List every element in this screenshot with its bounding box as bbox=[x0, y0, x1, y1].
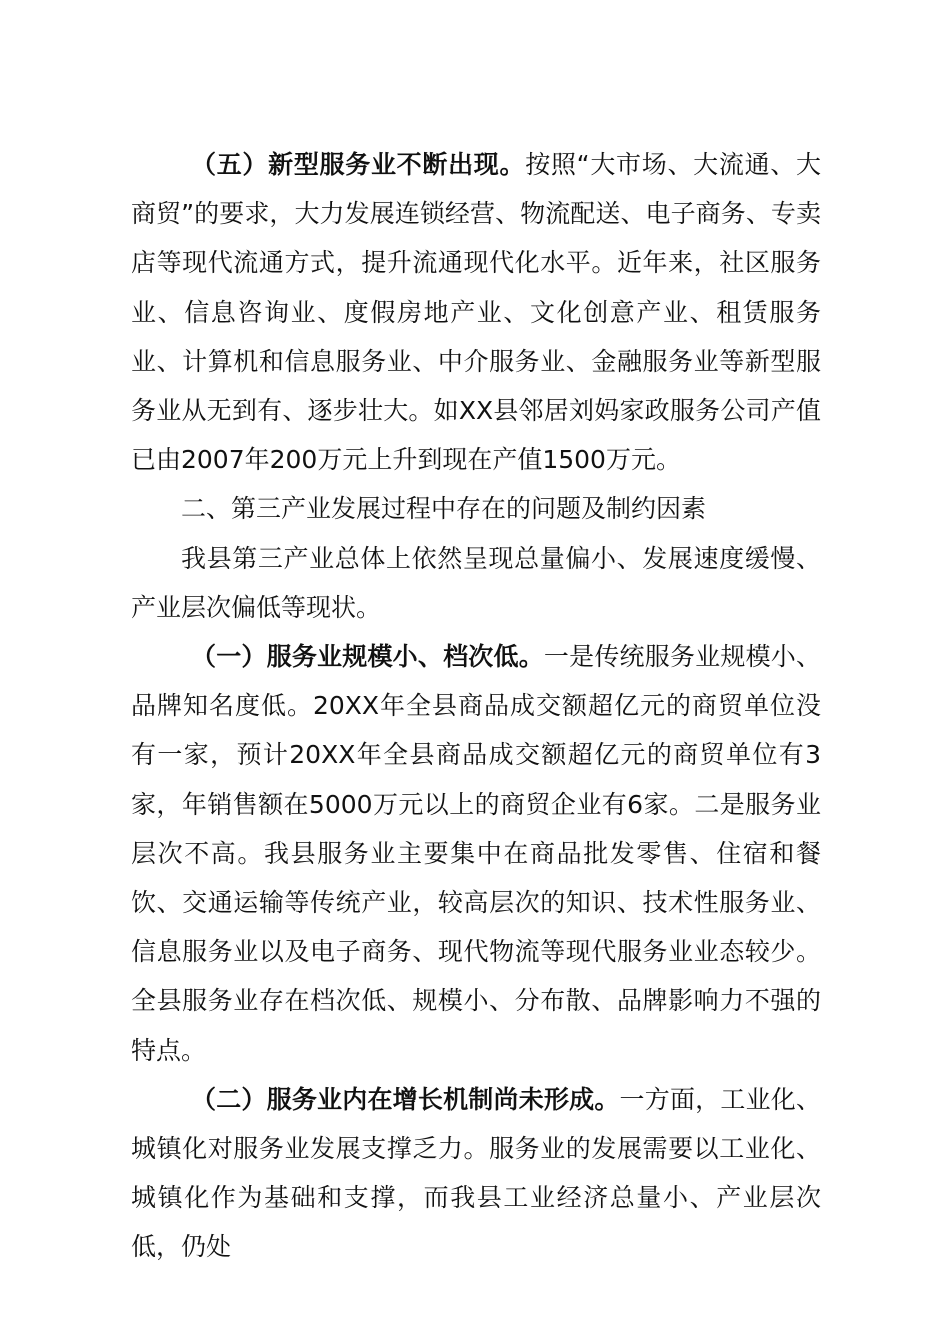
section-heading-one: （一）服务业规模小、档次低。 bbox=[191, 642, 544, 672]
paragraph-text: 按照“大市场、大流通、大商贸”的要求，大力发展连锁经营、物流配送、电子商务、专卖店等现代流通方式，提升流通现代化水平。近年来，社区服务业、信息咨询业、度假房地产业、文化创意产业、租赁服务业、计算机和信息服务业、中介服务业、金融服务业等新型服务业从无到有、逐步壮大。如XX县邻居刘妈家政服务公司产值已由2007年200万元上升到现在产值1500万元。 bbox=[131, 150, 821, 475]
paragraph-text: 我县第三产业总体上依然呈现总量偏小、发展速度缓慢、产业层次偏低等现状。 bbox=[131, 543, 821, 622]
paragraph-text: 一方面，工业化、城镇化对服务业发展支撑乏力。服务业的发展需要以工业化、城镇化作为基础和支撑，而我县工业经济总量小、产业层次低，仍处 bbox=[131, 1084, 821, 1262]
paragraph-overview bbox=[131, 534, 821, 632]
chapter-heading-problems bbox=[131, 484, 821, 533]
chapter-heading-text: 二、第三产业发展过程中存在的问题及制约因素 bbox=[181, 494, 707, 524]
paragraph-growth-mechanism bbox=[131, 1075, 821, 1272]
section-heading-two: （二）服务业内在增长机制尚未形成。 bbox=[191, 1084, 620, 1114]
paragraph-new-services bbox=[131, 140, 821, 484]
section-heading-five: （五）新型服务业不断出现。 bbox=[191, 150, 526, 179]
paragraph-small-scale bbox=[131, 632, 821, 1075]
paragraph-text: 一是传统服务业规模小、品牌知名度低。20XX年全县商品成交额超亿元的商贸单位没有一家，预计20XX年全县商品成交额超亿元的商贸单位有3家，年销售额在5000万元以上的商贸企业有6家。二是服务业层次不高。我县服务业主要集中在商品批发零售、住宿和餐饮、交通运输等传统产业，较高层次的知识、技术性服务业、信息服务业以及电子商务、现代物流等现代服务业业态较少。全县服务业存在档次低、规模小、分布散、品牌影响力不强的特点。 bbox=[131, 642, 821, 1065]
document-body bbox=[131, 140, 821, 1272]
